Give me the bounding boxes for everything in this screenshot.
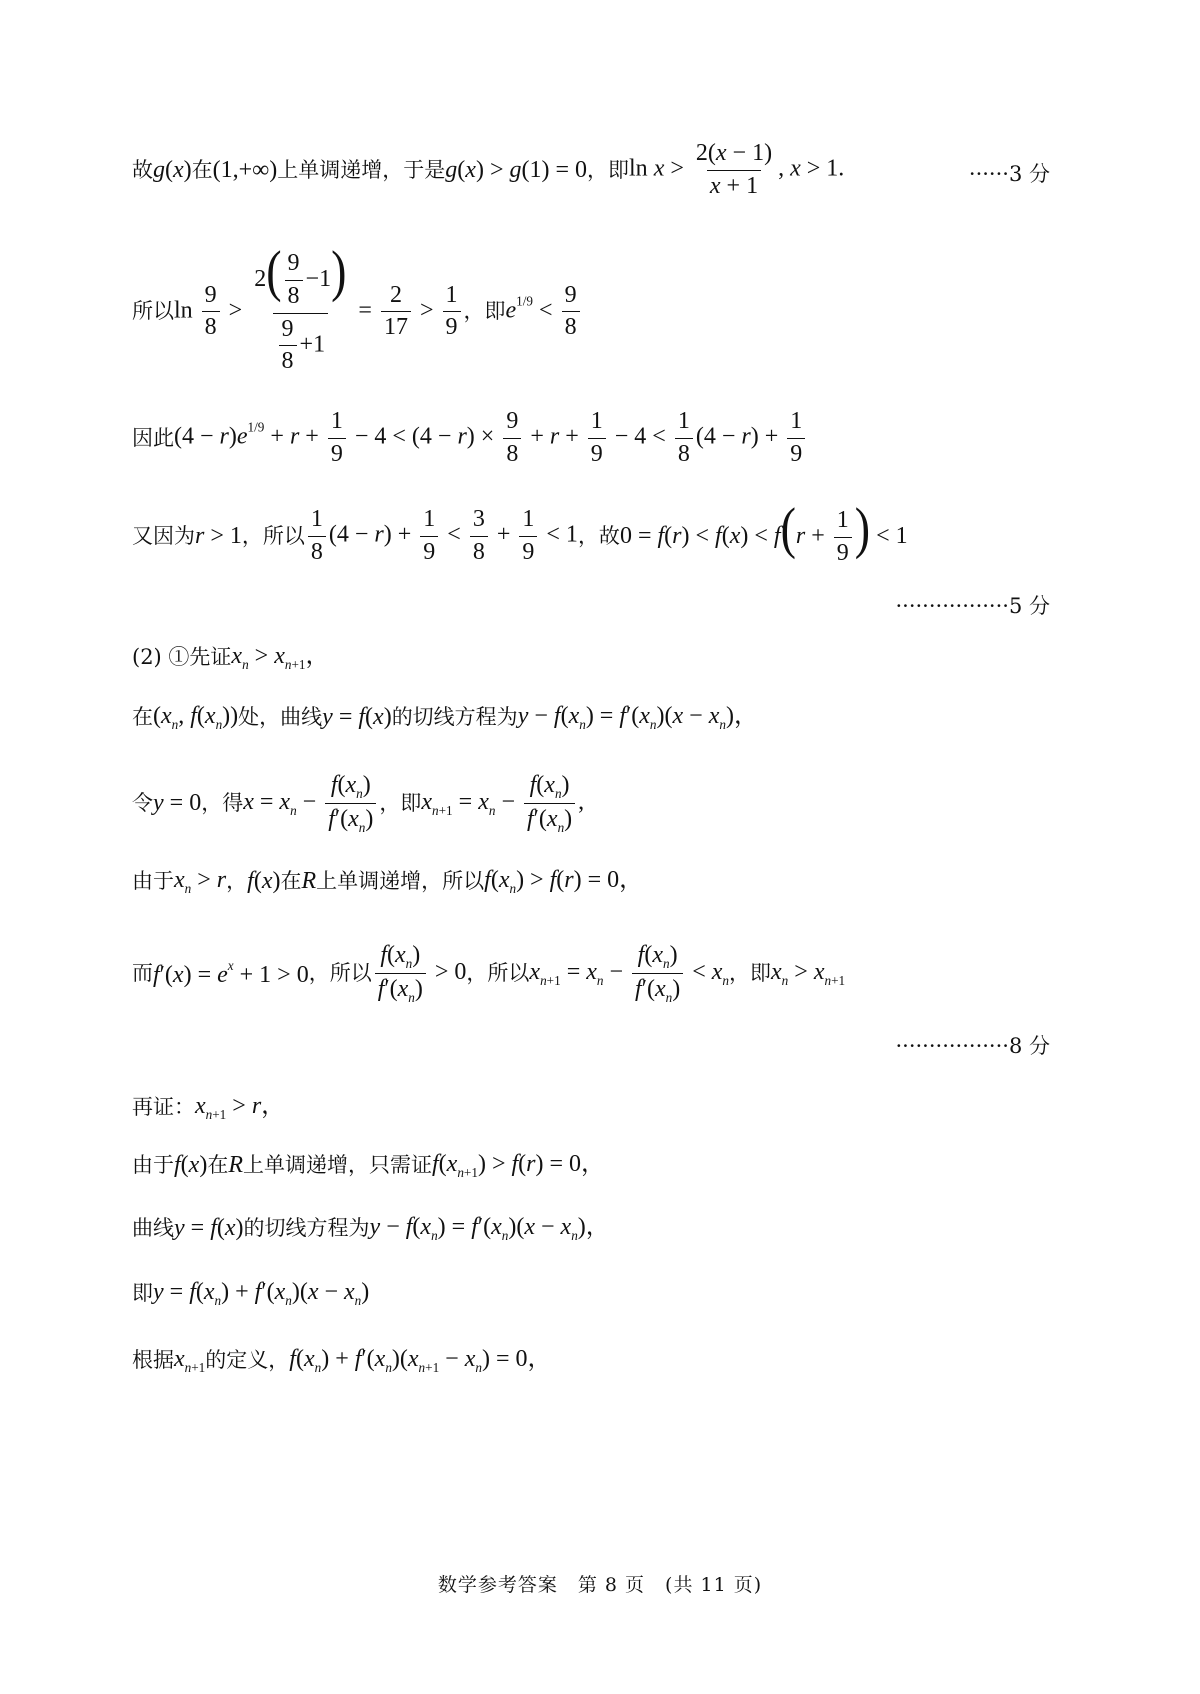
line-4 <box>132 495 1050 568</box>
text: 上单调递增，所以 <box>316 868 485 893</box>
math-newton-xn1: $x_{n+1} = x_n$ − $\frac{f(x_n)}{f'(x_n)}$ , <box>421 772 585 836</box>
line-3 <box>132 408 1050 468</box>
text: 由于 <box>132 868 174 893</box>
line-12 <box>132 1213 1050 1244</box>
page-footer: 数学参考答案 第 8 页 (共 11 页) <box>437 1574 763 1596</box>
line-10 <box>132 1092 1050 1123</box>
text: 而 <box>132 961 153 986</box>
text: 在 <box>191 157 213 182</box>
text: (2) ①先证 <box>132 644 232 669</box>
math-ln-nine-eighths: ln $\frac{9}{8}$ > 2( $\frac{9}{8}$ −1) $\frac{9}{8}$ +1 = $\frac{2}{17}$ > $\frac{1}{9}$ <box>174 248 464 376</box>
math-g-x: g(x) <box>153 156 192 183</box>
math-y0: y = 0 <box>153 790 202 817</box>
text: 因此 <box>132 425 174 450</box>
math-e-ineq: $e^{1/9}$ < $\frac{9}{8}$ <box>506 282 583 342</box>
text: 的切线方程为 <box>391 704 518 729</box>
line-14 <box>132 1345 1050 1376</box>
text: ，故 <box>577 523 620 548</box>
score-8: ·················8 分 <box>895 1034 1050 1058</box>
line-13 <box>132 1278 1050 1309</box>
math-tangent: $y - f(x_n) = f'(x_n)(x - x_n)$， <box>369 1214 610 1243</box>
math-f-x: f(x) <box>174 1151 208 1178</box>
math-ln-ineq: ln x > $\frac{2(x - 1)}{x + 1}$ , x > 1. <box>629 140 845 199</box>
math-need: $f(x_{n+1}) > f(r) = 0$， <box>432 1151 606 1180</box>
text: ，即 <box>587 157 630 182</box>
score-3: ······3 分 <box>968 162 1050 186</box>
math-ratio-pos: $\frac{f(x_n)}{f'(x_n)}$ > 0 <box>372 942 467 1005</box>
text: 由于 <box>132 1152 174 1177</box>
text: 又因为 <box>132 523 195 548</box>
line-11 <box>132 1150 1050 1181</box>
score-5: ·················5 分 <box>895 594 1050 618</box>
text: 根据 <box>132 1347 174 1372</box>
math-point: ($x_n$, $f(x_n)$) <box>153 703 239 732</box>
text: ，得 <box>201 791 244 816</box>
text: 所以 <box>132 299 174 324</box>
math-xn1-lt-xn: $x_{n+1} = x_n$ − $\frac{f(x_n)}{f'(x_n)}$ < $x_n$ <box>529 942 730 1006</box>
math-curve: y = f(x) <box>174 1214 244 1241</box>
text: 在 <box>207 1152 229 1177</box>
text: ， <box>226 868 248 893</box>
math-chain: $(4 - r)e^{1/9} + r$ + $\frac{1}{9}$ − 4 < (4 − r) × $\frac{9}{8}$ + r + $\frac{1}{9}$ − 4 < $\frac{1}{8}$ (4 − r) + $\frac{1}{9}$ <box>174 408 808 468</box>
math-curve: y = f(x) <box>322 703 392 730</box>
text: 在 <box>280 868 302 893</box>
text: 上单调递增，只需证 <box>243 1152 432 1177</box>
text: 再证： <box>132 1094 195 1119</box>
text: 故 <box>132 157 153 182</box>
line-1 <box>132 140 1050 200</box>
math-definition: $f(x_n) + f'(x_n)(x_{n+1} - x_n) = 0$， <box>289 1346 552 1375</box>
line-8 <box>132 866 1050 897</box>
text: 曲线 <box>132 1215 174 1240</box>
math-f-xn-pos: $f(x_n) > f(r) = 0$， <box>484 867 644 896</box>
math-interval: (1,+∞) <box>212 156 278 183</box>
line-7 <box>132 772 1050 835</box>
text: 在 <box>132 704 153 729</box>
text: 处，曲线 <box>238 704 323 729</box>
math-newton-x: $x = x_n$ − $\frac{f(x_n)}{f'(x_n)}$ <box>243 772 379 835</box>
line-6 <box>132 702 1050 733</box>
math-fprime: $f'(x) = e^x + 1 > 0$ <box>153 957 309 988</box>
math-r-gt-1: r > 1 <box>195 522 242 549</box>
text: ，所以 <box>308 961 372 986</box>
text: ，即 <box>379 791 422 816</box>
text: 即 <box>132 1280 153 1305</box>
math-y-eq: $y = f(x_n) + f'(x_n)(x - x_n)$ <box>153 1279 370 1308</box>
math-R: R <box>301 867 317 894</box>
text: ，即 <box>463 299 506 324</box>
math-xn-gt-r: $x_n > r$ <box>174 867 227 896</box>
math-g-ineq: g(x) > g(1) = 0 <box>445 156 588 183</box>
text: 的定义， <box>205 1347 290 1372</box>
math-tangent: $y - f(x_n) = f'(x_n)(x - x_n)$， <box>517 703 758 732</box>
text: 令 <box>132 791 153 816</box>
math-xn-gt-xn1: $x_n > x_{n+1}$， <box>231 643 330 672</box>
math-bound: $\frac{1}{8}$ (4 − r) + $\frac{1}{9}$ < $\frac{3}{8}$ + $\frac{1}{9}$ < 1 <box>305 506 578 566</box>
math-f-x: f(x) <box>247 867 281 894</box>
text: 的切线方程为 <box>243 1215 370 1240</box>
line-2 <box>132 238 1050 376</box>
math-xn1: $x_{n+1}$ <box>174 1346 206 1375</box>
line-5 <box>132 642 1050 673</box>
math-xn1-gt-r: $x_{n+1} > r$， <box>195 1093 286 1122</box>
math-conclusion: $x_n > x_{n+1}$ <box>771 959 846 989</box>
line-9 <box>132 942 1050 1005</box>
text: ，即 <box>729 961 772 986</box>
math-R: R <box>228 1151 243 1178</box>
text: 上单调递增，于是 <box>277 157 446 182</box>
math-f-chain: 0 = f(r) < f(x) < f(r + $\frac{1}{9}$ ) < 1 <box>619 495 908 566</box>
text: ，所以 <box>241 523 305 548</box>
text: ，所以 <box>466 961 530 986</box>
